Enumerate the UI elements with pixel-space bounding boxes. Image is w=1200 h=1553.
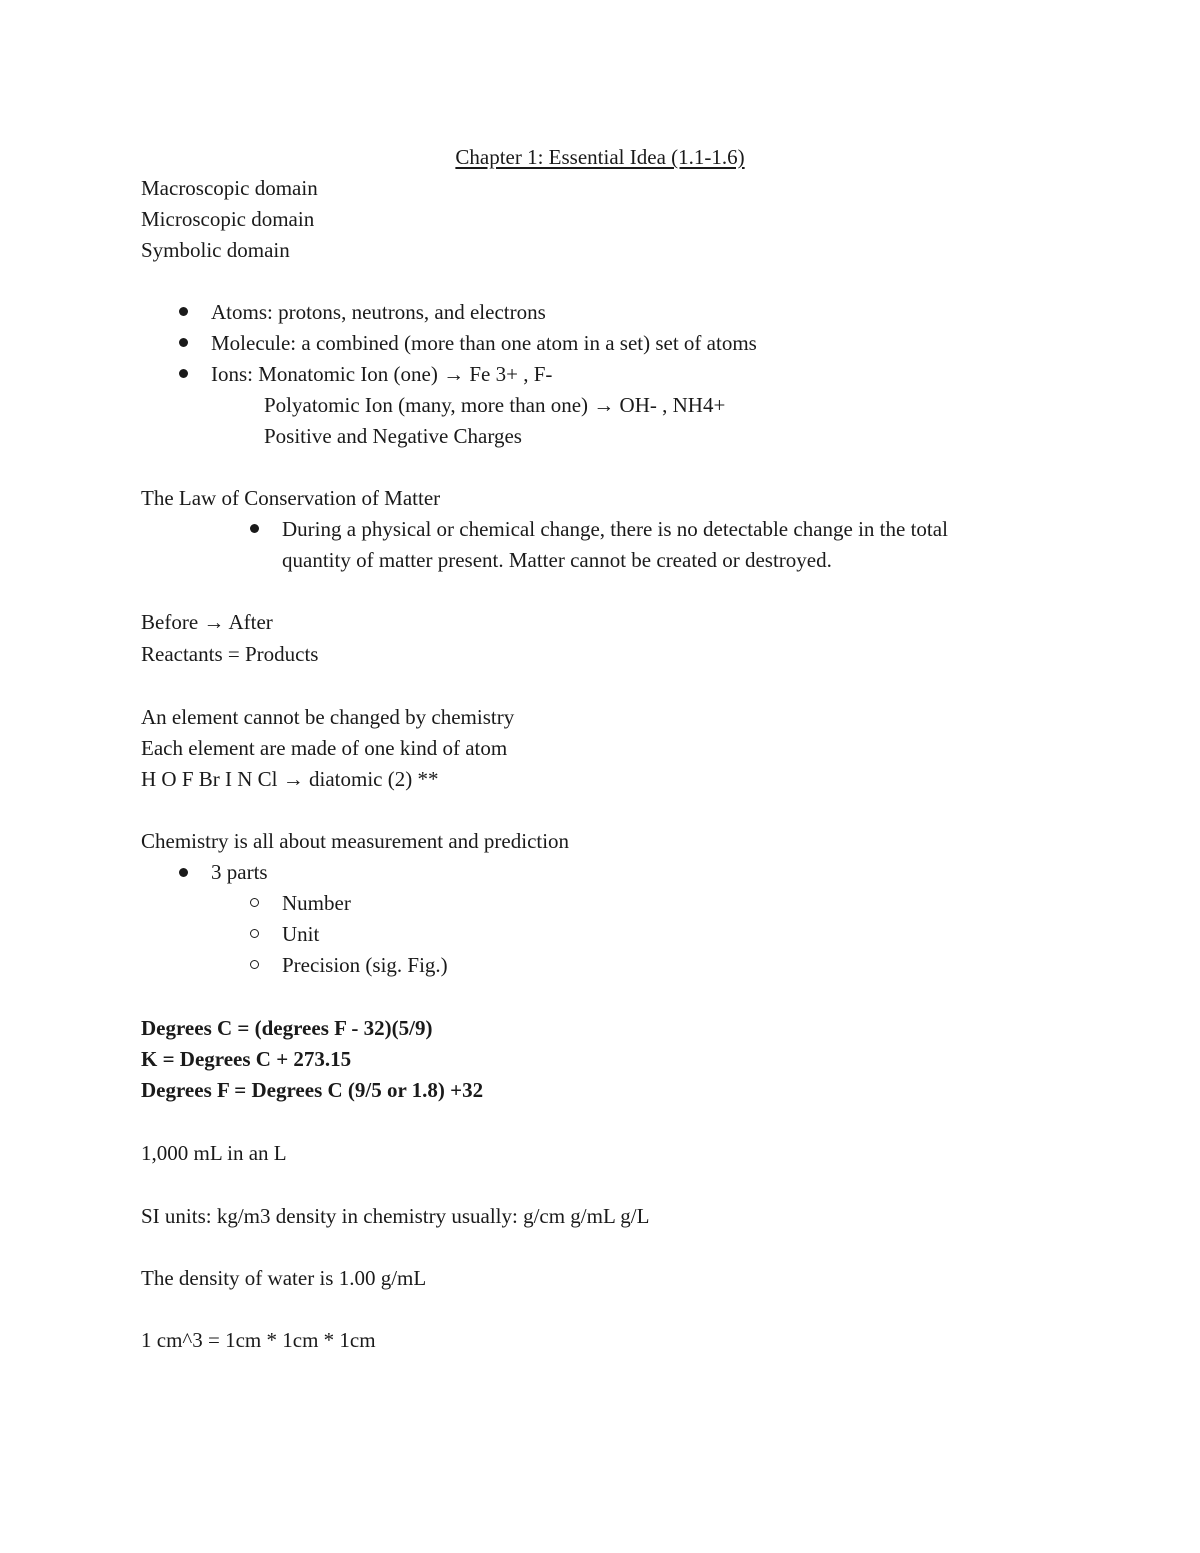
ions-item: Ions: Monatomic Ion (one) → Fe 3+ , F- <box>211 362 553 386</box>
atoms-item: Atoms: protons, neutrons, and electrons <box>211 300 546 324</box>
domain-symbolic: Symbolic domain <box>141 238 290 262</box>
before-after: Before → After <box>141 610 273 634</box>
part-unit: Unit <box>282 922 320 946</box>
bullet-icon <box>250 524 259 533</box>
conservation-text-line1: During a physical or chemical change, there is no detectable change in the total <box>282 517 948 541</box>
conservation-heading: The Law of Conservation of Matter <box>141 486 441 510</box>
hollow-bullet-icon <box>250 960 259 969</box>
conservation-text-line2: quantity of matter present. Matter cannot be created or destroyed. <box>282 548 832 572</box>
formula-kelvin: K = Degrees C + 273.15 <box>141 1047 352 1071</box>
element-note-2: Each element are made of one kind of atom <box>141 736 508 760</box>
bullet-icon <box>179 369 188 378</box>
domain-microscopic: Microscopic domain <box>141 207 315 231</box>
water-density-note: The density of water is 1.00 g/mL <box>141 1266 427 1290</box>
hollow-bullet-icon <box>250 898 259 907</box>
formula-fahrenheit: Degrees F = Degrees C (9/5 or 1.8) +32 <box>141 1078 484 1102</box>
molecule-item: Molecule: a combined (more than one atom in a set) set of atoms <box>211 331 757 355</box>
formula-celsius: Degrees C = (degrees F - 32)(5/9) <box>141 1016 433 1040</box>
bullet-icon <box>179 307 188 316</box>
reactants-products: Reactants = Products <box>141 642 319 666</box>
element-note-1: An element cannot be changed by chemistry <box>141 705 515 729</box>
part-precision: Precision (sig. Fig.) <box>282 953 448 977</box>
ions-charges: Positive and Negative Charges <box>264 424 522 448</box>
page-title: Chapter 1: Essential Idea (1.1-1.6) <box>455 145 745 169</box>
measurement-parts: 3 parts <box>211 860 268 884</box>
measurement-heading: Chemistry is all about measurement and prediction <box>141 829 570 853</box>
bullet-icon <box>179 338 188 347</box>
part-number: Number <box>282 891 351 915</box>
bullet-icon <box>179 868 188 877</box>
diatomic-elements: H O F Br I N Cl → diatomic (2) ** <box>141 767 439 791</box>
hollow-bullet-icon <box>250 929 259 938</box>
domain-macroscopic: Macroscopic domain <box>141 176 318 200</box>
volume-note: 1,000 mL in an L <box>141 1141 287 1165</box>
si-units-note: SI units: kg/m3 density in chemistry usually: g/cm g/mL g/L <box>141 1204 650 1228</box>
ions-polyatomic: Polyatomic Ion (many, more than one) → OH- , NH4+ <box>264 393 726 417</box>
cubic-cm-note: 1 cm^3 = 1cm * 1cm * 1cm <box>141 1328 376 1352</box>
